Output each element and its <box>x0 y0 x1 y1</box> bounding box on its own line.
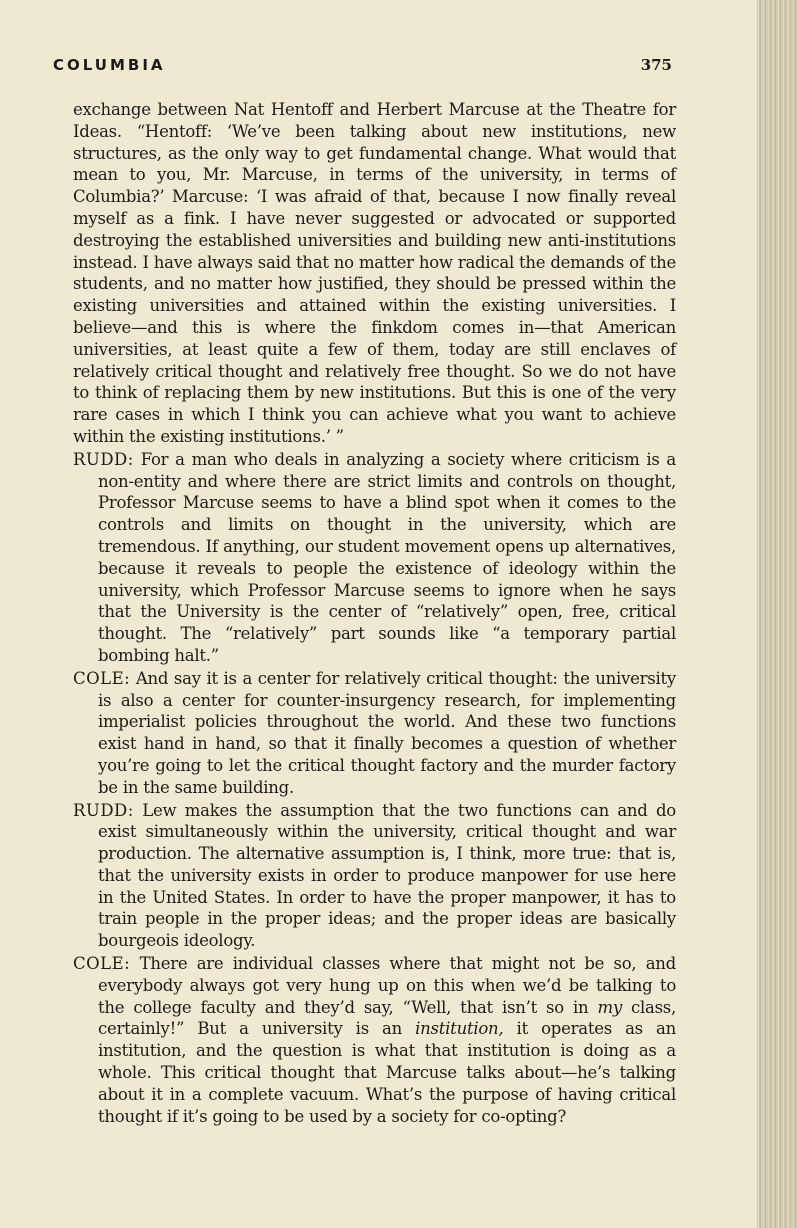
emphasis-institution: institution, <box>415 1019 504 1039</box>
page-header <box>53 56 672 74</box>
speaker-label: COLE: <box>73 668 131 688</box>
exchange-cole-1 <box>73 668 676 799</box>
speech-text: Lew makes the assumption that the two functions can and do exist simultaneously within the university, critical thought and war production. The alternative assumption is, I think, more true: that is, that the university exists in order to produce manpower for use here in the United States. In order to have the proper manpower, it has to train people in the proper ideas; and the proper ideas are basically bourgeois ideology. <box>98 800 676 951</box>
exchange-cole-2 <box>73 953 676 1127</box>
speaker-label: RUDD: <box>73 449 134 469</box>
speech-text: For a man who deals in analyzing a society where criticism is a non-entity and where there are strict limits and controls on thought, Professor Marcuse seems to have a blind spot when it comes to the controls and limits on thought in the university, which are tremendous. If anything, our student movement opens up alternatives, because it reveals to people the existence of ideology within the university, which Professor Marcuse seems to ignore when he says that the University is the center of “relatively” open, free, critical thought. The “relatively” part sounds like “a temporary partial bombing halt.” <box>98 449 676 665</box>
speaker-label: RUDD: <box>73 800 134 820</box>
speaker-label: COLE: <box>73 954 131 974</box>
body-text <box>73 99 676 1128</box>
page-number: 375 <box>640 56 672 74</box>
running-head: COLUMBIA <box>53 56 166 74</box>
speech-text: And say it is a center for relatively critical thought: the university is also a center for counter-insurgency research, for implementing imperialist policies throughout the world. And these two functions exist hand in hand, so that it finally becomes a question of whether you’re going to let the critical thought factory and the murder factory be in the same building. <box>98 668 676 797</box>
emphasis-my: my <box>597 997 622 1017</box>
opening-paragraph: exchange between Nat Hentoff and Herbert Marcuse at the Theatre for Ideas. “Hentoff: ‘We’ve been talking about new institutions, new structures, as the only way to get fundamental change. What would that mean to you, Mr. Marcuse, in terms of the university, in terms of Columbia?’ Marcuse: ‘I was afraid of that, because I now finally reveal myself as a fink. I have never suggested or advocated or supported destroying the established universities and building new anti-institutions instead. I have always said that no matter how radical the demands of the students, and no matter how justified, they should be pressed within the existing universities and attained within the existing universities. I believe—and this is where the finkdom comes in—that American universities, at least quite a few of them, today are still enclaves of relatively critical thought and relatively free thought. So we do not have to think of replacing them by new institutions. But this is one of the very rare cases in which I think you can achieve what you want to achieve within the existing institutions.’ ” <box>73 100 676 446</box>
speech-text: it operates as an institution, and the question is what that institution is doing as a whole. This critical thought that Marcuse talks about—he’s talking about it in a complete vacuum. What’s the purpose of having critical thought if it’s going to be used by a society for co-opting? <box>98 1019 676 1126</box>
exchange-rudd-2 <box>73 800 676 953</box>
speech-text: class, certainly!” But a university is an <box>98 997 676 1039</box>
speech-text: There are individual classes where that might not be so, and everybody always got very hung up on this when we’d be talking to the college faculty and they’d say, “Well, that isn’t so in <box>98 954 676 1017</box>
page-edge-stack <box>757 0 797 1228</box>
exchange-rudd-1 <box>73 449 676 667</box>
